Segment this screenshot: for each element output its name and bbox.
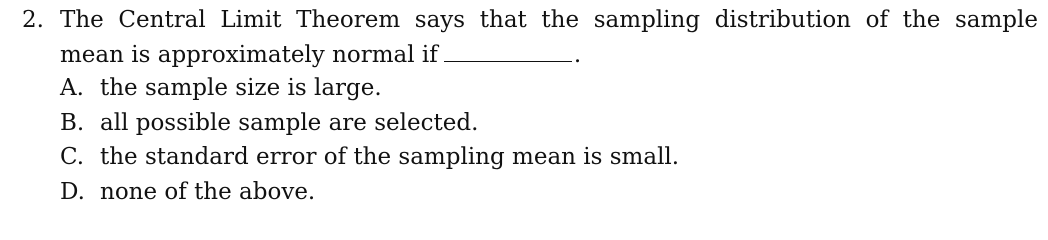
option-letter: B. bbox=[60, 109, 85, 136]
option-text: none of the above. bbox=[100, 178, 316, 205]
stem-end-period: . bbox=[573, 42, 582, 68]
stem-line-1 bbox=[22, 4, 1038, 37]
option-d bbox=[60, 175, 679, 210]
option-text: the sample size is large. bbox=[100, 75, 382, 101]
answer-options bbox=[60, 71, 679, 209]
option-letter: A. bbox=[60, 75, 84, 101]
option-c bbox=[60, 140, 679, 175]
option-letter: C. bbox=[60, 144, 85, 170]
stem-line-2 bbox=[22, 37, 1042, 72]
option-letter: D. bbox=[60, 178, 85, 205]
option-a bbox=[60, 71, 679, 106]
stem-text-1: The Central Limit Theorem says that the sampling distribution of the sample bbox=[60, 7, 1038, 33]
question-number: 2. bbox=[22, 7, 44, 33]
stem-text-2: mean is approximately normal if bbox=[60, 42, 438, 68]
question-stem bbox=[22, 4, 1042, 72]
option-b bbox=[60, 106, 679, 141]
option-text: the standard error of the sampling mean is small. bbox=[100, 144, 680, 170]
answer-blank bbox=[444, 37, 572, 62]
option-text: all possible sample are selected. bbox=[100, 109, 479, 136]
